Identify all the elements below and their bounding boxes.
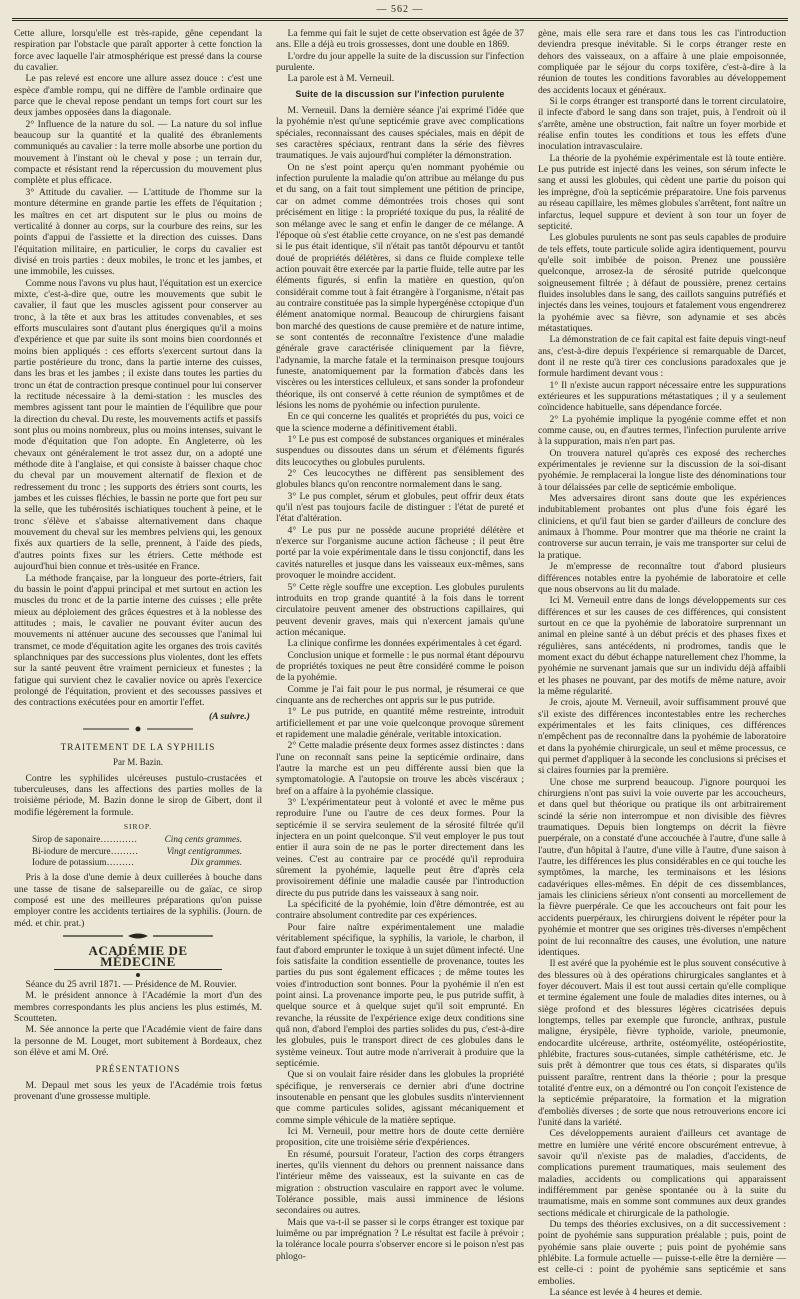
prescription-line xyxy=(32,846,262,857)
paragraph: Si le corps étranger est transporté dans le torrent circulatoire, il infecte d'abord le sang dans son trajet, puis, à l'endroit où il s'arrête, amène une obstruction, fait naître un foyer morbide et réalise enfin toutes les conditions et tous les effets d'une inoculation intravasculaire. xyxy=(538,96,786,153)
paragraph: Mais que va-t-il se passer si le corps étranger est toxique par luimême ou par imprégnation ? Le résultat est facile à prévoir ; la tolérance locale pourra s'observer encore si le poison n'est pas phlogo- xyxy=(276,1216,524,1262)
paragraph: Il est avéré que la pyohémie est le plus souvent consécutive à des blessures où à des opérations chirurgicales sanglantes et à foyer découvert. Mais il est tout aussi certain qu'elle complique et termine également une foule de maladies dites internes, ou à siège profond et des blessures légères cicatrisées depuis longtemps, telles par exemple que furoncle, anthrax, pustule maligne, érysipèle, fièvre typhoïde, variole, pneumonie, endocardite ulcéreuse, arthrite, ostéomyélite, ostéopériostite, phlébite, fractures sous-cutanées, simple cathétérisme, etc. Je suis prêt à démontrer que tous ces états, si disparates qu'ils puissent paraître, rentrent dans la théorie ; pour la presque totalité d'entre eux, on a démontré ou l'on conçoit l'existence de la septicémie préparatoire, la formation et la migration d'emboliès diverses ; de sorte que nous retrouverions encore ici l'unité dans la variété. xyxy=(538,958,786,1128)
section-heading: Suite de la discussion sur l'infection purulente xyxy=(295,88,505,99)
paragraph: M. Depaul met sous les yeux de l'Académie trois fœtus provenant d'une grossesse multiple. xyxy=(14,1079,262,1102)
ingredient: Bi-iodure de mercure……… xyxy=(32,845,139,856)
paragraph: Cette allure, lorsqu'elle est très-rapide, gêne cependant la respiration par l'obstacle que paraît apporter à cette fonction la force avec laquelle l'air atmosphérique est pressé dans la course du cavalier. xyxy=(14,28,262,74)
prescription-line xyxy=(32,857,262,868)
paragraph: Conclusion unique et formelle : le pus normal étant dépourvu de propriétés toxiques ne peut être considéré comme le poison de la pyohémie. xyxy=(276,649,524,684)
paragraph: 3° L'expérimentateur peut à volonté et avec le même pus reproduire l'une ou l'autre de ces deux formes. Pour la septicémie il se servira seulement de la sérosité filtrée qu'il injectera en un point quelconque. S'il veut employer le pus tout entier il aura soin de ne pas le porter directement dans les veines. C'est au contraire par ce procédé qu'il reproduira sûrement la pyohémie, laquelle peut être d'après cela provisoirement définie une maladie causée par l'introduction directe du pus putride dans les vaisseaux à sang noir. xyxy=(276,797,524,899)
ingredient: Iodure de potassium……… xyxy=(32,857,135,868)
session-line: Séance du 25 avril 1871. — Présidence de M. Rouvier. xyxy=(25,978,237,990)
to-be-continued: (A suivre.) xyxy=(208,710,250,722)
paragraph: Comme je l'ai fait pour le pus normal, je résumerai ce que cinquante ans de recherches ont appris sur le pus putride. xyxy=(276,683,524,706)
divider-ornament xyxy=(14,722,262,736)
paragraph: On ne s'est point aperçu qu'en nommant pyohémie ou infection purulente la maladie qu'on attribue au mélange du pus et du sang, on a fait tout simplement une pétition de principe, car on admet comme démontrées trois choses qui sont précisément en litige : la propriété toxique du pus, la réalité de son mélange avec le sang et enfin le danger de ce mélange. A l'époque où s'est établie cette croyance, on ne s'est pas demandé si le pus était identique, s'il n'était pas tantôt dépourvu et tantôt doué de propriétés délétères, si dans ce fluide complexe telle action pouvait être exercée par la partie fluide, telle autre par les éléments figurés, si enfin la matière en question, qu'on considérait comme tout à fait étrangère à l'organisme, n'était pas au contraire constituée pas la simple hypergénèse cctopique d'un élément anatomique normal. Beaucoup de chirurgiens faisant bon marché des questions de cause première et de nature intime, se sont contentés de reconnaître l'existence d'une maladie générale grave caractérisée cliniquement par la fièvre, l'adynamie, la marche fatale et la terminaison presque toujours funeste, anatomiquement par la formation d'abcès dans les viscères ou les interstices celluleux, et sans sonder la profondeur théorique, ils ont conservé à cette réunion de symptômes et de lésions les noms de pyohémie ou infection purulente. xyxy=(276,161,524,411)
divider-ornament xyxy=(14,929,262,943)
page-number: — 562 — xyxy=(376,4,424,15)
prescription-line xyxy=(32,834,262,845)
paragraph: Ici M. Verneuil entre dans de longs développements sur ces différences et sur les causes de ces différences, qui consistent surtout en ce que la pyohémie de laboratoire surprennant un animal en pleine santé à un début précis et des phases fixes et régulières, sans antécédents, ni prodromes, tandis que le moment exact du début échappe naturellement chez l'homme, la pyohémie ne survenant jamais que sur un individu déjà affaibli et les phases ne pouvant, par des motifs de même nature, avoir la même régularité. xyxy=(538,595,786,697)
paragraph: 1° Il n'existe aucun rapport nécessaire entre les suppurations extérieures et les suppurations métastatiques ; il y a seulement coïncidence habituelle, sans dépendance forcée. xyxy=(538,379,786,414)
paragraph: Que si on voulait faire résider dans les globules la propriété spécifique, je renverserais ce dernier abri d'une doctrine insoutenable en pensant que les globules susdits n'interviennent que comme particules solides, agissant mécaniquement et comme simple véhicule de la matière septique. xyxy=(276,1069,524,1126)
paragraph: Mes adversaires diront sans doute que les expériences indubitablement probantes ont plus d'une fois égaré les cliniciens, et qu'il faut bien se garder d'ailleurs de conclure des animaux à l'homme. Pour montrer que ma théorie ne craint la controverse sur aucun terrain, je vais me transporter sur celui de la pratique. xyxy=(538,493,786,561)
paragraph: La femme qui fait le sujet de cette observation est âgée de 37 ans. Elle a déjà eu trois grossesses, dont une double en 1869. xyxy=(276,28,524,51)
paragraph: Je m'empresse de reconnaître tout d'abord plusieurs différences notables entre la pyohémie de laboratoire et celle que nous observons au lit du malade. xyxy=(538,561,786,595)
paragraph: M. Sée annonce la perte que l'Académie vient de faire dans la personne de M. Louget, mort subitement à Bordeaux, chez son élève et ami M. Oré. xyxy=(14,1024,262,1058)
academy-title: ACADÉMIE DE MÉDECINE xyxy=(54,945,222,970)
divider-ornament xyxy=(14,971,262,979)
paragraph: 1° Le pus putride, en quantité même restreinte, introduit artificiellement et par une voie quelconque provoque sûrement et rapidement une maladie générale, veritable intoxication. xyxy=(276,706,524,740)
paragraph: Je crois, ajoute M. Verneuil, avoir suffisamment prouvé que s'il existe des différences incontestables entre les recherches expérimentales et les faits cliniques, ces différences n'empêchent pas de reconnaître dans la pyohémie de laboratoire et dans la pyohémie chirurgicale, un seul et même processus, ce qui permet d'appliquer à la seconde les conclusions si précises et si claires fournies par la première. xyxy=(538,697,786,777)
paragraph: Pour faire naître expérimentalement une maladie véritablement spécifique, la syphilis, la variole, le charbon, il faut d'abord emprunter le toxique à un sujet dûment infecté. Une fois satisfaite la condition essentielle de provenance, toutes les parties du pus sont également efficaces ; de même toutes les voies d'introduction sont bonnes. Pour la pyohémie il n'en est point ainsi. La provenance importe peu, le pus putride suffit, à quelque source et à quelque sujet qu'il soit emprunté. En revanche, la réussite de l'expérience exige deux conditions sine quâ non, d'abord l'emploi des parties solides du pus, c'est-à-dire les globules, puis le transport direct de ces globules dans le système veineux. Tout autre mode n'arriverait à produire que la septicémie. xyxy=(276,921,524,1069)
syphilis-author: Par M. Bazin. xyxy=(113,757,163,768)
presentations-heading: PRÉSENTATIONS xyxy=(95,1064,181,1075)
paragraph: 4° Le pus pur ne possède aucune propriété délétère et n'exerce sur l'organisme aucune action fâcheuse ; il peut être porté par la voie expérimentale dans le tissu conjonctif, dans les cavités naturelles et jusque dans les vaisseaux eux-mêmes, sans provoquer le moindre accident. xyxy=(276,524,524,582)
paragraph: 5° Cette règle souffre une exception. Les globules purulents introduits en trop grande quantité à la fois dans le torrent circulatoire peuvent amener des obstructions capillaires, qui peuvent devenir graves, mais qui n'exercent jamais qu'une action mécanique. xyxy=(276,581,524,638)
paragraph: Du temps des théories exclusives, on a dit successivement : point de pyohémie sans suppuration préalable ; puis, point de pyohémie sans plaie ouverte ; puis point de pyohémie sans phlébite. La formule actuelle — puisse-t-elle être la dernière — est celle-ci : point de pyohémie sans septicémie et sans embolies. xyxy=(538,1219,786,1287)
column-middle xyxy=(276,28,524,1262)
paragraph: 3° Attitude du cavalier. — L'attitude de l'homme sur la monture détermine en grande partie les effets de l'équitation ; les maîtres en cet art disputent sur le plus ou moins de verticalité à donner au corps, sur la courbure des reins, sur les points d'appui de l'assiette et la direction des cuisses. Dans l'équitation militaire, en particulier, le corps du cavalier est divisé en trois parties : deux mobiles, le tronc et les jambes, et une immobile, les cuisses. xyxy=(14,186,262,278)
paragraph: 2° La pyohémie implique la pyogénie comme effet et non comme cause, ou, en d'autres termes, l'infection purulente arrive à la suppuration, mais n'en part pas. xyxy=(538,413,786,448)
paragraph: La parole est à M. Verneuil. xyxy=(287,73,395,85)
paragraph: En ce qui concerne les qualités et propriétés du pus, voici ce que la science moderne a définitivement établi. xyxy=(276,411,524,434)
closing-line: La séance est levée à 4 heures et demie. xyxy=(549,1287,703,1299)
paragraph: Pris à la dose d'une demie à deux cuillerées à bouche dans une tasse de tisane de salsepareille ou de gaïac, ce sirop composé est une des meilleures préparations qu'on puisse employer contre les accidents tertiaires de la syphilis. (Journ. de méd. et chir. prat.) xyxy=(14,872,262,929)
paragraph: 2° Influence de la nature du sol. — La nature du sol influe beaucoup sur la quantité et la qualité des ébranlements communiqués au cavalier : la terre molle absorbe une portion du mouvement à l'instant où le cheval y pose ; un terrain dur, compacte et résistant rend la répercussion du mouvement plus complète et plus efficace. xyxy=(14,118,262,187)
paragraph: Contre les syphilides ulcéreuses pustulo-crustacées et tuberculeuses, dans les affections des parties molles de la troisième période, M. Bazin donne le sirop de Gibert, dont il modifie légèrement la formule. xyxy=(14,772,262,818)
column-left xyxy=(14,28,262,1168)
top-rule xyxy=(12,18,788,21)
paragraph: M. Verneuil. Dans la dernière séance j'ai exprimé l'idée que la pyohémie n'est qu'une septicémie grave avec complications spéciales, reconnaissant des causes spéciales, mais en dépit de ses caractères spéciaux, rentrant dans la série des fièvres traumatiques. Je vais aujourd'hui compléter la démonstration. xyxy=(276,105,524,162)
paragraph: Ici M. Verneuil, pour mettre hors de doute cette dernière proposition, cite une troisième série d'expériences. xyxy=(276,1126,524,1149)
column-right xyxy=(538,28,786,1299)
paragraph: M. le président annonce à l'Académie la mort d'un des membres correspondants les plus anciens les plus estimés, M. Scoutteten. xyxy=(14,990,262,1024)
paragraph: La démonstration de ce fait capital est faite depuis vingt-neuf ans, c'est-à-dire depuis l'expérience si remarquable de Darcet, dont il ne reste qu'à tirer ces conclusions paradoxales que je formule hardiment devant vous : xyxy=(538,334,786,380)
paragraph: En résumé, poursuit l'orateur, l'action des corps étrangers inertes, qu'ils viennent du dehors ou prennent naissance dans l'intérieur même des vaisseaux, est la suivante en cas de migration : obstruction vasculaire en rapport avec le volume. Tolérance possible, mais aussi imminence de lésions secondaires ou autres. xyxy=(276,1148,524,1217)
dose: Cinq cents grammes. xyxy=(164,834,242,845)
dose: Vingt centigrammes. xyxy=(166,845,242,856)
paragraph: Ces développements auraient d'ailleurs cet avantage de mettre en lumière une vérité encore obscurément entrevue, à savoir qu'il n'existe pas de maladies, d'accidents, de complications purement traumatiques, mais seulement des maladies, accidents ou complications qui apparaissent indifféremment par genèse spontanée ou à la suite du traumatisme, mais en somme sont communes aux deux grandes sections médicale et chirurgicale de la pathologie. xyxy=(538,1128,786,1219)
prescription-label: SIROP. xyxy=(123,822,153,832)
paragraph: On trouvera naturel qu'après ces exposé des recherches expérimentales je revienne sur la discussion de la soi-disant pyohémie. Je remplacerai la longue liste des dénominations tour à tour délaissées par celle de septicémie embolique. xyxy=(538,447,786,493)
ingredient: Sirop de saponaire………… xyxy=(32,834,138,845)
paragraph: L'ordre du jour appelle la suite de la discussion sur l'infection purulente. xyxy=(276,50,524,74)
paragraph: La méthode française, par la longueur des porte-étriers, fait du bassin le point d'appui principal et met surtout en action les muscles du tronc et de la partie interne des cuisses ; elle prête mieux au déploiement des grâces équestres et à la noblesse des attitudes ; mais, le cavalier ne pouvant éviter aucun des mouvements ni atténuer aucune des secousses que l'animal lui transmet, ce mode d'équitation agite les organes des trois cavités splanchniques par des successions plus violentes, dont les effets sur la santé peuvent être vraiment pernicieux et funestes ; la fatigue qui survient chez le cavalier novice ou après l'exercice prolongé de l'équitation, provient et des secousses passives et des contractions exécutées pour en amortir l'effet. xyxy=(14,572,262,709)
dose: Dix grammes. xyxy=(190,857,242,868)
paragraph: La théorie de la pyohémie expérimentale est là toute entière. Le pus putride est injecté dans les veines, son sérum infecte le sang et aussi les globules, qui cèdent une partie du poison qui les imprègne, d'où la septicémie préparatoire. Une fois parvenus au réseau capillaire, les mêmes globules s'arrêtent, font naître un infarctus, lequel suppure et devient à son tour un foyer de septicité. xyxy=(538,152,786,232)
paragraph: Une chose me surprend beaucoup. J'ignore pourquoi les chirurgiens n'ont pas suivi la voie ouverte par les accoucheurs, et dans quel but théorique ou pratique ils ont arbitrairement scindé la série non interrompue et non divisible des fièvres traumatiques. Depuis bien longtemps on décrit la fièvre puerpérale, on a constaté d'une accouchée à l'autre, d'une salle à l'autre, d'un hôpital à l'autre, d'une ville à l'autre, d'une saison à l'autre, les différences les plus considérables en ce qui touche les symptômes, la marche, les terminaisons et les lésions cadavériques elles-mêmes. En dépit de ces dissemblances, jamais les cliniciens sérieux n'ont consenti au morcellement de la fièvre puerpérale. Ce que les accoucheurs ont fait pour les accidents puerpéraux, les chirurgiens doivent le répéter pour la pyohémie et montrer que ses origines très-diverses n'empêchent point de lui reconnaître des causes, une évolution, une nature identiques. xyxy=(538,776,786,958)
prescription xyxy=(32,834,262,868)
paragraph: 2° Cette maladie présente deux formes assez distinctes : dans l'une on reconnaît sans peine la septicémie ordinaire, dans l'autre la marche est un peu différente aussi bien que la symptomatologie. A l'autopsie on trouve les abcès viscéraux ; bref on a affaire à la pyohémie classique. xyxy=(276,740,524,797)
syphilis-title: TRAITEMENT DE LA SYPHILIS xyxy=(60,741,216,752)
paragraph: Comme nous l'avons vu plus haut, l'équitation est un exercice mixte, c'est-à-dire que, outre les mouvements que subit le cavalier, il faut que les muscles agissent pour conserver au tronc, à la tête et aux bras les attitudes convenables, et ses efforts musculaires sont d'autant plus énergiques qu'il a moins d'expérience et que par suite ils sont moins bien coordonnés et moins bien appliqués : ces efforts s'exercent surtout dans la partie postérieure du tronc, dans la partie interne des cuisses, dans les bras et les jambes ; il existe dans toutes les parties du tronc un état de contraction presque continuel pour lui conserver la rectitude nécessaire à la demi-station : les muscles des membres agissent tant pour le maintien de l'équilibre que pour la direction du cheval. Du reste, les mouvements actifs et passifs sont plus ou moins nombreux, plus ou moins intenses, suivant le mode d'équitation que l'on adopte. En Angleterre, où les chevaux ont généralement le trot assez dur, on a adopté une méthode dite à l'anglaise, et qui consiste à baisser chaque choc du cheval par un mouvement alternatif de flexion et de redressement du tronc ; les supports des étriers sont courts, les jambes et les cuisses fléchies, le bassin ne porte que fort peu sur la selle, que les tubérosités ischiatiques touchent à peine, et le tronc s'élève et s'abaisse alternativement dans chaque mouvement du cheval sur les membres pelviens qui, les genoux fixés aux quartiers de la selle, prennent, à l'aide des pieds, d'autres points fixes sur les étriers. Cette méthode est aujourd'hui bien connue et très-usitée en France. xyxy=(14,277,262,573)
paragraph: 3° Le pus complet, sérum et globules, peut offrir deux états qu'il n'est pas toujours facile de distinguer : l'état de pureté et l'état d'altération. xyxy=(276,490,524,525)
paragraph: Le pas relevé est encore une allure assez douce : c'est une espèce d'amble rompu, qui ne diffère de l'amble ordinaire que parce que le cheval repose pendant un temps fort court sur les deux jambes opposées dans la diagonale. xyxy=(14,73,262,119)
paragraph: gène, mais elle sera rare et dans tous les cas l'introduction deviendra presque inévitable. Si le corps étranger reste en dehors des vaisseaux, on a affaire à une plaie empoisonnée, compliquée par le séjour du corps toxifère, c'est-à-dire à la réunion de toutes les conditions favorables au développement des accidents locaux et généraux. xyxy=(538,28,786,96)
paragraph: 1° Le pus est composé de substances organiques et minérales suspendues ou dissoutes dans un sérum et d'éléments figurés dits leucocythes ou globules purulents. xyxy=(276,434,524,468)
paragraph: 2° Ces leucocythes ne diffèrent pas sensiblement des globules blancs qu'on rencontre normalement dans le sang. xyxy=(276,468,524,491)
paragraph: Les globules purulents ne sont pas seuls capables de produire de tels effets, toute particule solide agira identiquement, pourvu qu'elle soit imbibée de poison. Prenez une poussière quelconque, arrosez-la de sérosité putride quelconque soigneusement filtrée ; à défaut de poussière, prenez certains fluides insolubles dans le sang, des caillots sanguins putréfiés et injectés dans les veines, toujours et fatalement vous engendrerez la pyohémie avec sa fièvre, son adynamie et ses abcès métastatiques. xyxy=(538,232,786,334)
paragraph: La spécificité de la pyohémie, loin d'être démontrée, est au contraire absolument contredite par ces expériences. xyxy=(276,899,524,922)
paragraph: La clinique confirme les données expérimentales à cet égard. xyxy=(287,638,522,650)
